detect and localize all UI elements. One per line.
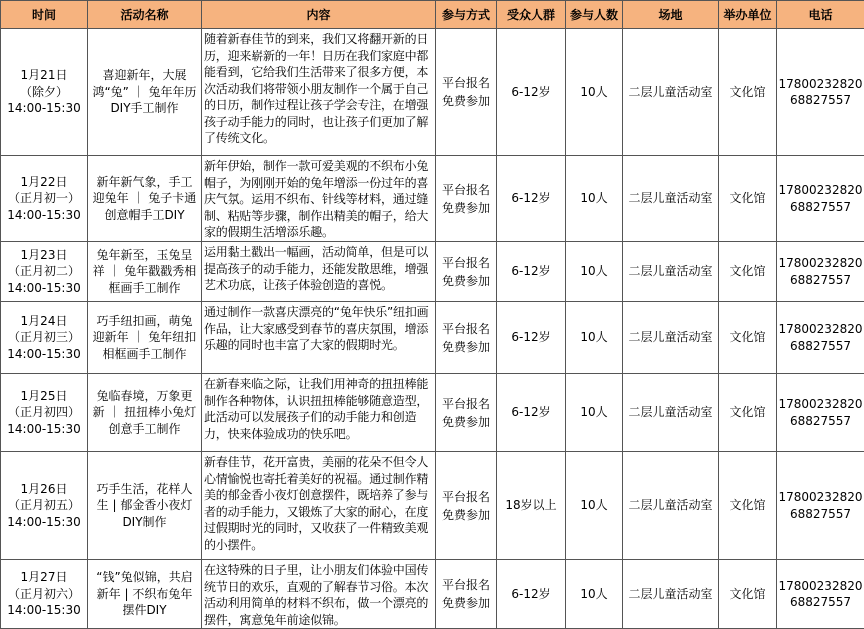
cell-phone: 17800232820 68827557: [777, 452, 864, 560]
cell-phone: 17800232820 68827557: [777, 560, 864, 629]
header-venue: 场地: [623, 1, 719, 29]
table-row: [1, 560, 864, 629]
cell-activity-name: 巧手生活，花样人生 | 郁金香小夜灯DIY制作: [88, 452, 202, 560]
cell-content: 新年伊始，制作一款可爱美观的不织布小兔帽子，为刚刚开始的兔年增添一份过年的喜庆气氛。运用不织布、针线等材料，通过缝制、粘贴等步骤，制作出精美的帽子，给大家的假期生活增添乐趣。: [202, 156, 436, 242]
cell-join-method: 平台报名 免费参加: [436, 374, 497, 452]
cell-venue: 二层儿童活动室: [623, 374, 719, 452]
cell-participant-count: 10人: [566, 452, 623, 560]
header-audience: 受众人群: [497, 1, 566, 29]
cell-activity-name: “钱”兔似锦，共启新年 | 不织布兔年摆件DIY: [88, 560, 202, 629]
header-content: 内容: [202, 1, 436, 29]
cell-phone: 17800232820 68827557: [777, 242, 864, 302]
cell-host: 文化馆: [719, 560, 777, 629]
cell-audience: 18岁以上: [497, 452, 566, 560]
cell-time: 1月24日 （正月初三） 14:00-15:30: [1, 302, 88, 374]
cell-content: 新春佳节，花开富贵，美丽的花朵不但令人心情愉悦也寄托着美好的祝福。通过制作精美的郁金香小夜灯创意摆件，既培养了参与者的动手能力，又锻炼了大家的耐心，在度过假期时光的同时，又收获了一件精致美观的小摆件。: [202, 452, 436, 560]
cell-phone: 17800232820 68827557: [777, 156, 864, 242]
header-host: 举办单位: [719, 1, 777, 29]
cell-audience: 6-12岁: [497, 302, 566, 374]
cell-activity-name: 巧手纽扣画，萌兔迎新年 ｜ 兔年纽扣相框画手工制作: [88, 302, 202, 374]
cell-activity-name: 新年新气象，手工迎兔年 ｜ 兔子卡通创意帽手工DIY: [88, 156, 202, 242]
cell-participant-count: 10人: [566, 242, 623, 302]
cell-host: 文化馆: [719, 302, 777, 374]
header-row: [1, 1, 864, 29]
cell-audience: 6-12岁: [497, 242, 566, 302]
cell-audience: 6-12岁: [497, 374, 566, 452]
cell-host: 文化馆: [719, 29, 777, 156]
cell-content: 通过制作一款喜庆漂亮的“兔年快乐”纽扣画作品，让大家感受到春节的喜庆氛围，增添乐趣的同时也丰富了大家的假期时光。: [202, 302, 436, 374]
table-row: [1, 374, 864, 452]
cell-time: 1月27日 （正月初六） 14:00-15:30: [1, 560, 88, 629]
cell-content: 在新春来临之际，让我们用神奇的扭扭棒能制作各种物体，认识扭扭棒能够随意造型，此活动可以发展孩子们的动手能力和创造力，快来体验成功的快乐吧。: [202, 374, 436, 452]
cell-time: 1月26日 （正月初五） 14:00-15:30: [1, 452, 88, 560]
table-row: [1, 302, 864, 374]
cell-join-method: 平台报名 免费参加: [436, 242, 497, 302]
cell-venue: 二层儿童活动室: [623, 156, 719, 242]
cell-activity-name: 兔临春境，万象更新 ｜ 扭扭棒小兔灯创意手工制作: [88, 374, 202, 452]
cell-join-method: 平台报名 免费参加: [436, 452, 497, 560]
cell-venue: 二层儿童活动室: [623, 29, 719, 156]
header-activity-name: 活动名称: [88, 1, 202, 29]
cell-join-method: 平台报名 免费参加: [436, 156, 497, 242]
cell-time: 1月22日 （正月初一） 14:00-15:30: [1, 156, 88, 242]
cell-host: 文化馆: [719, 242, 777, 302]
cell-time: 1月21日 （除夕） 14:00-15:30: [1, 29, 88, 156]
cell-audience: 6-12岁: [497, 29, 566, 156]
header-time: 时间: [1, 1, 88, 29]
cell-time: 1月23日 （正月初二） 14:00-15:30: [1, 242, 88, 302]
cell-participant-count: 10人: [566, 374, 623, 452]
cell-join-method: 平台报名 免费参加: [436, 29, 497, 156]
cell-content: 随着新春佳节的到来，我们又将翻开新的日历，迎来崭新的一年！日历在我们家庭中都能看到，它给我们生活带来了很多方便，本次活动我们将带领小朋友制作一个属于自己的日历，制作过程让孩子学会专注，在增强孩子动手能力的同时，也让孩子们更加了解了传统文化。: [202, 29, 436, 156]
cell-host: 文化馆: [719, 374, 777, 452]
cell-content: 在这特殊的日子里，让小朋友们体验中国传统节日的欢乐，直观的了解春节习俗。本次活动利用简单的材料不织布，做一个漂亮的摆件，寓意兔年前途似锦。: [202, 560, 436, 629]
table-row: [1, 156, 864, 242]
cell-venue: 二层儿童活动室: [623, 452, 719, 560]
cell-audience: 6-12岁: [497, 560, 566, 629]
cell-phone: 17800232820 68827557: [777, 302, 864, 374]
cell-join-method: 平台报名 免费参加: [436, 302, 497, 374]
cell-content: 运用黏土戳出一幅画，活动简单，但是可以提高孩子的动手能力，还能发散思维，增强艺术功底，让孩子体验创造的喜悦。: [202, 242, 436, 302]
cell-audience: 6-12岁: [497, 156, 566, 242]
cell-join-method: 平台报名 免费参加: [436, 560, 497, 629]
cell-host: 文化馆: [719, 452, 777, 560]
table-row: [1, 29, 864, 156]
cell-participant-count: 10人: [566, 156, 623, 242]
cell-activity-name: 喜迎新年，大展鸿“兔” ｜ 兔年年历DIY手工制作: [88, 29, 202, 156]
cell-venue: 二层儿童活动室: [623, 302, 719, 374]
header-phone: 电话: [777, 1, 864, 29]
cell-host: 文化馆: [719, 156, 777, 242]
cell-participant-count: 10人: [566, 302, 623, 374]
header-participant-count: 参与人数: [566, 1, 623, 29]
table-row: [1, 452, 864, 560]
header-join-method: 参与方式: [436, 1, 497, 29]
cell-participant-count: 10人: [566, 560, 623, 629]
cell-venue: 二层儿童活动室: [623, 242, 719, 302]
cell-phone: 17800232820 68827557: [777, 374, 864, 452]
cell-venue: 二层儿童活动室: [623, 560, 719, 629]
table-row: [1, 242, 864, 302]
cell-participant-count: 10人: [566, 29, 623, 156]
cell-time: 1月25日 （正月初四） 14:00-15:30: [1, 374, 88, 452]
cell-phone: 17800232820 68827557: [777, 29, 864, 156]
cell-activity-name: 兔年新至，玉兔呈祥 ｜ 兔年戳戳秀相框画手工制作: [88, 242, 202, 302]
